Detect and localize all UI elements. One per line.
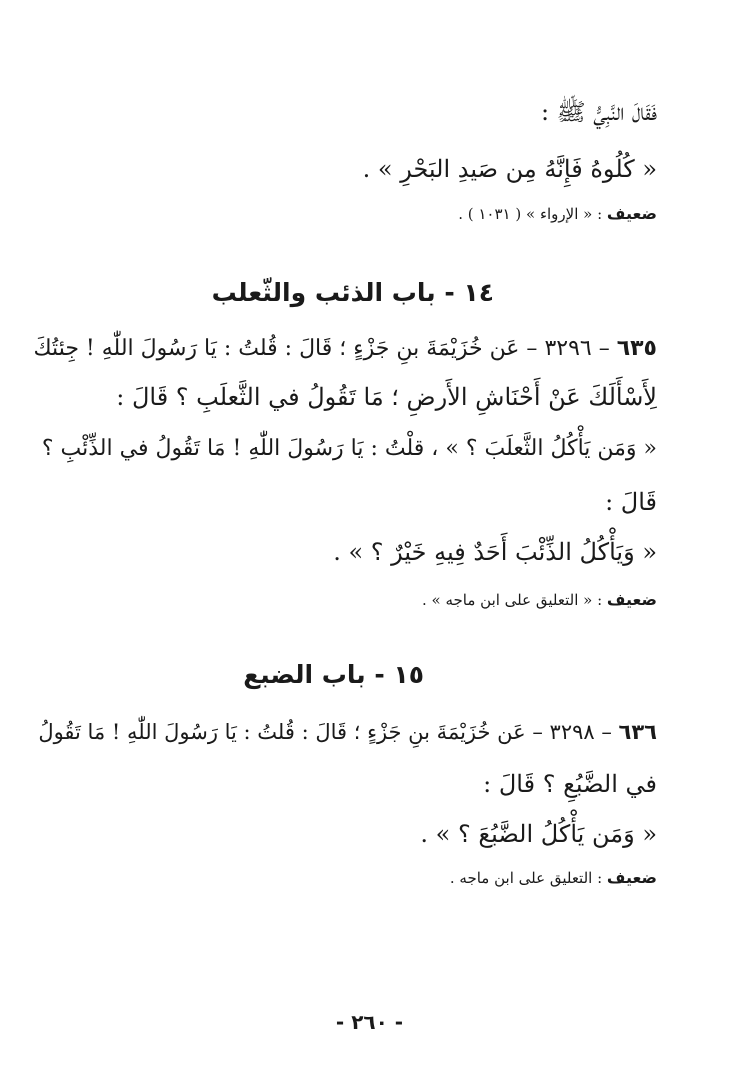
grade-text: : التعليق على ابن ماجه . — [449, 869, 603, 887]
grade-line-3 — [450, 870, 657, 886]
hadith-text: – ٣٢٩٨ – عَن خُزَيْمَةَ بنِ جَزْءٍ ؛ قَالَ : قُلتُ : يَا رَسُولَ اللّٰهِ ! مَا تَقُولُ — [38, 720, 612, 744]
hadith-635-line-4: قَالَ : — [605, 488, 657, 516]
hadith-635-line-1 — [34, 338, 657, 360]
chapter-heading-14: ١٤ - باب الذئب والثّعلب — [211, 278, 494, 307]
hadith-636-line-2: في الضَّبُعِ ؟ قَالَ : — [483, 770, 657, 798]
page-number: - ٢٦٠ - — [335, 1010, 404, 1034]
hadith-quote-fish: « كُلُوهُ فَإِنَّهُ مِن صَيدِ البَحْرِ » . — [362, 155, 657, 183]
hadith-635-line-2: لِأَسْأَلَكَ عَنْ أَحْنَاشِ الأَرضِ ؛ مَا تَقُولُ في الثَّعلَبِ ؟ قَالَ : — [116, 383, 657, 411]
grade-label: ضعيف — [606, 204, 657, 223]
hadith-number: ٦٣٦ — [618, 720, 657, 744]
hadith-number: ٦٣٥ — [616, 336, 657, 361]
grade-line-2 — [422, 592, 657, 608]
intro-line: فَقَالَ النَّبِيُّ ﷺ : — [540, 98, 657, 126]
hadith-635-line-3: « وَمَن يَأْكُلُ الثَّعلَبَ ؟ » ، قلْتُ : يَا رَسُولَ اللّٰهِ ! مَا تَقُولُ في الذِّئْبِ ؟ — [41, 436, 657, 461]
grade-label: ضعيف — [606, 868, 657, 887]
hadith-635-line-5: « وَيَأْكُلُ الذِّئْبَ أَحَدٌ فِيهِ خَيْرٌ ؟ » . — [333, 538, 657, 566]
hadith-636-line-3: « وَمَن يَأْكُلُ الضَّبُعَ ؟ » . — [420, 820, 657, 848]
grade-text: : « الإرواء » ( ١٠٣١ ) . — [458, 205, 603, 223]
hadith-text: – ٣٢٩٦ – عَن خُزَيْمَةَ بنِ جَزْءٍ ؛ قَالَ : قُلتُ : يَا رَسُولَ اللّٰهِ ! جِئتُكَ — [33, 336, 610, 361]
grade-text: : « التعليق على ابن ماجه » . — [421, 591, 603, 609]
hadith-636-line-1 — [38, 722, 657, 743]
chapter-heading-15: ١٥ - باب الضبع — [243, 660, 424, 689]
grade-line-1 — [458, 206, 657, 222]
grade-label: ضعيف — [606, 590, 657, 609]
